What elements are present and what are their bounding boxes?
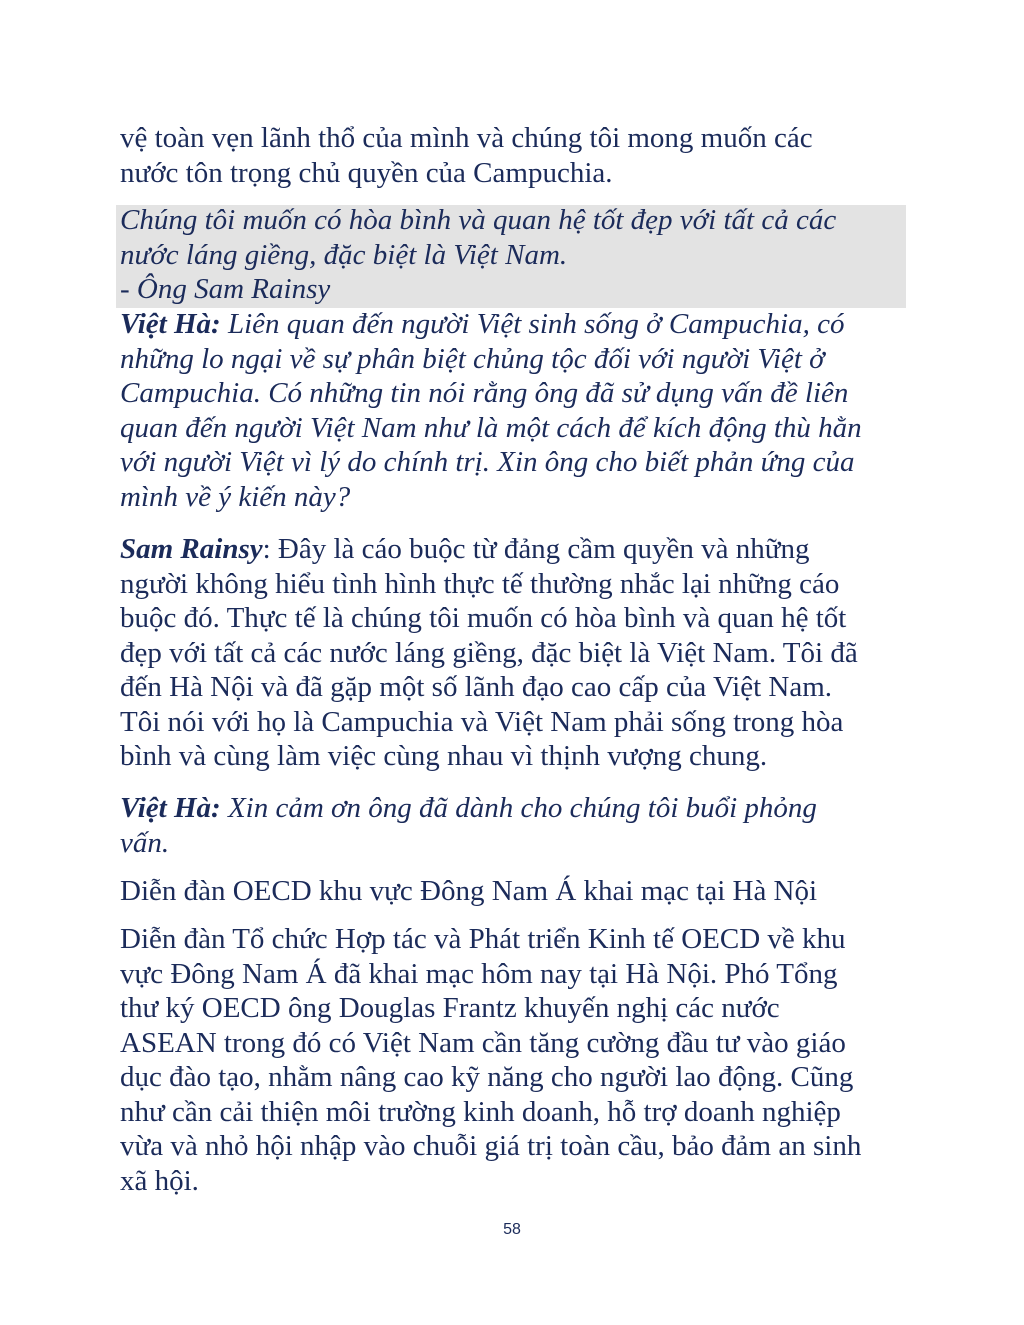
- news-body: Diễn đàn Tổ chức Hợp tác và Phát triển Kinh tế OECD về khu vực Đông Nam Á đã khai mạc hôm nay tại Hà Nội. Phó Tổng thư ký OECD ông Douglas Frantz khuyến nghị các nước ASEAN trong đó có Việt Nam cần tăng cường đầu tư vào giáo dục đào tạo, nhằm nâng cao kỹ năng cho người lao động. Cũng như cần cải thiện môi trường kinh doanh, hỗ trợ doanh nghiệp vừa và nhỏ hội nhập vào chuỗi giá trị toàn cầu, bảo đảm an sinh xã hội.: [120, 923, 862, 1197]
- answer-1-text: : Đây là cáo buộc từ đảng cầm quyền và những người không hiểu tình hình thực tế thường nhắc lại những cáo buộc đó. Thực tế là chúng tôi muốn có hòa bình và quan hệ tốt đẹp với tất cả các nước láng giềng, đặc biệt là Việt Nam. Tôi đã đến Hà Nội và đã gặp một số lãnh đạo cao cấp của Việt Nam. Tôi nói với họ là Campuchia và Việt Nam phải sống trong hòa bình và cùng làm việc cùng nhau vì thịnh vượng chung.: [120, 533, 858, 772]
- interview-question-1: [120, 307, 910, 514]
- question-1-text: Liên quan đến người Việt sinh sống ở Campuchia, có những lo ngại về sự phân biệt chủng tộc đối với người Việt ở Campuchia. Có những tin nói rằng ông đã sử dụng vấn đề liên quan đến người Việt Nam như là một cách để kích động thù hằn với người Việt vì lý do chính trị. Xin ông cho biết phản ứng của mình về ý kiến này?: [120, 308, 862, 513]
- pull-quote: Chúng tôi muốn có hòa bình và quan hệ tốt đẹp với tất cả các nước láng giềng, đặc biệt là Việt Nam. - Ông Sam Rainsy: [120, 204, 837, 305]
- interview-closing: [120, 791, 910, 860]
- closing-text: Xin cảm ơn ông đã dành cho chúng tôi buổi phỏng vấn.: [120, 792, 817, 859]
- page-number: 58: [503, 1221, 521, 1238]
- speaker-viet-ha: Việt Hà:: [120, 308, 221, 340]
- news-heading: Diễn đàn OECD khu vực Đông Nam Á khai mạc tại Hà Nội: [120, 875, 818, 907]
- interview-answer-1: [120, 532, 910, 774]
- paragraph-intro: vệ toàn vẹn lãnh thổ của mình và chúng tôi mong muốn các nước tôn trọng chủ quyền của Campuchia.: [120, 122, 813, 189]
- speaker-sam-rainsy: Sam Rainsy: [120, 533, 263, 565]
- speaker-viet-ha-closing: Việt Hà:: [120, 792, 221, 824]
